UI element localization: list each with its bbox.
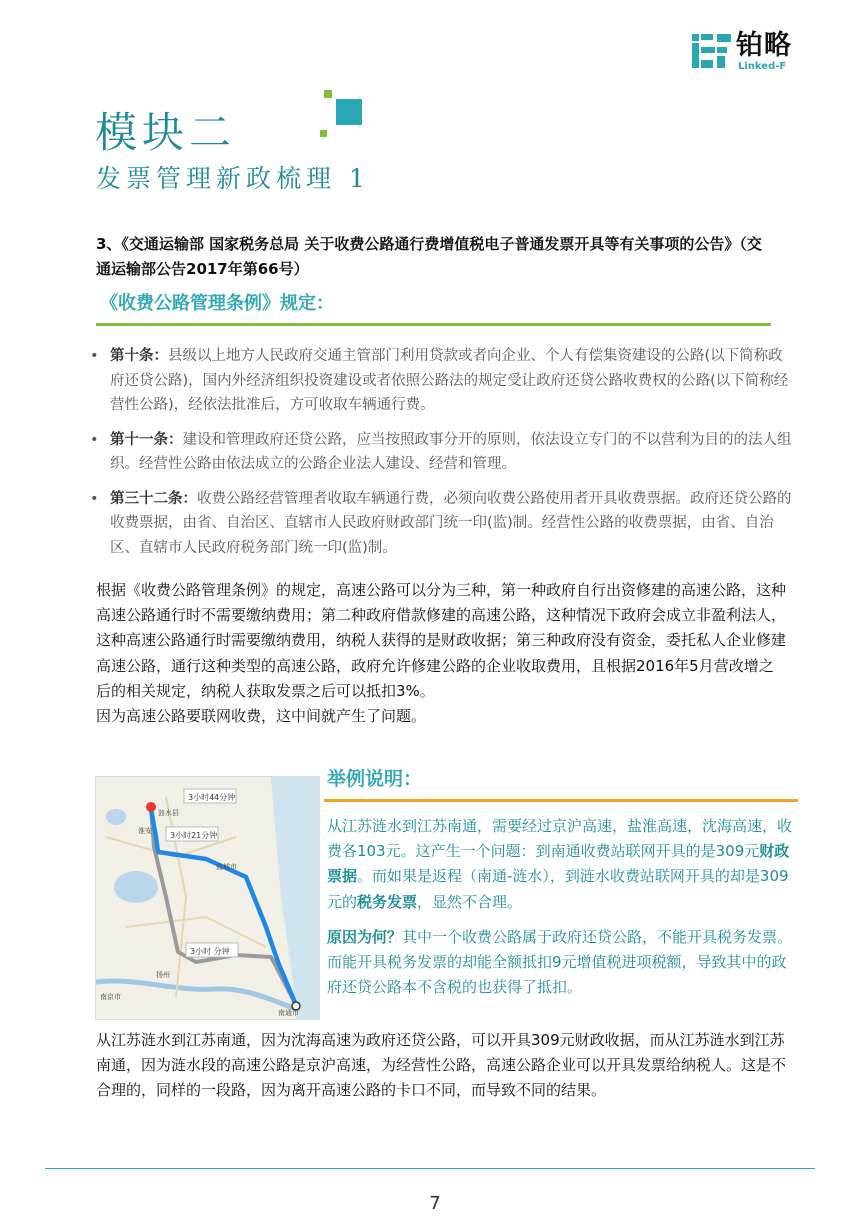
example-text-span: ，显然不合理。 (417, 892, 523, 911)
example-paragraph (327, 925, 797, 1001)
decor-square-large (336, 99, 362, 125)
place-label: 南京市 (100, 993, 121, 1001)
footer-divider (45, 1168, 815, 1169)
example-text-span: 。而如果是返程（南通-涟水），到涟水收费站联网开具的却是309元的 (327, 867, 789, 911)
bullet-icon: • (90, 348, 99, 364)
route-time-label: 3小时44分钟 (188, 793, 236, 802)
example-divider (324, 799, 798, 802)
route-map-graphic (96, 777, 319, 1019)
article-text: 县级以上地方人民政府交通主管部门利用贷款或者向企业、个人有偿集资建设的公路(以下简称政府还贷公路)，国内外经济组织投资建设或者依照公路法的规定受让政府还贷公路收费权的公路(以下简称经营性公路)，经依法批准后，方可收取车辆通行费。 (110, 348, 789, 413)
article-label: 第十一条： (110, 431, 183, 448)
regulation-item (90, 487, 795, 561)
brand-subtitle: Linked-F (738, 61, 787, 72)
route-time-label: 3小时 分钟 (190, 947, 230, 956)
decor-square-small (324, 90, 332, 98)
emphasis-text: 原因为何？ (327, 927, 403, 946)
article-text: 建设和管理政府还贷公路，应当按照政事分开的原则，依法设立专门的不以营利为目的的法人组织。经营性公路由依法成立的公路企业法人建设、经营和管理。 (110, 431, 792, 472)
decor-square-tiny (320, 130, 327, 137)
regulation-item (90, 344, 795, 418)
module-title: 模块二 (95, 108, 237, 157)
brand-name: 铂略 (736, 30, 792, 61)
example-body (327, 814, 797, 1010)
example-text-span: 从江苏涟水到江苏南通，需要经过京沪高速，盐淮高速，沈海高速，收费各103元。这产生一个问题：到南通收费站联网开具的是309元 (327, 817, 793, 861)
module-subtitle: 发票管理新政梳理 1 (96, 164, 370, 193)
regulation-list (90, 344, 795, 570)
route-time-label: 3小时21分钟 (170, 831, 218, 840)
article-text: 收费公路经营管理者收取车辆通行费，必须向收费公路使用者开具收费票据。政府还贷公路的收费票据，由省、自治区、直辖市人民政府财政部门统一印(监)制。经营性公路的收费票据，由省、自治区、直辖市人民政府税务部门统一印(监)制。 (110, 490, 792, 556)
notice-title: 3、《交通运输部 国家税务总局 关于收费公路通行费增值税电子普通发票开具等有关事项的公告》（交通运输部公告2017年第66号） (96, 235, 762, 278)
place-label: 淮安 (138, 827, 152, 835)
place-label: 涟水县 (158, 809, 179, 817)
article-label: 第三十二条： (110, 490, 197, 507)
analysis-text (96, 578, 786, 729)
regulation-divider (96, 323, 771, 326)
bullet-icon: • (90, 490, 99, 507)
place-label: 南通市 (278, 1009, 299, 1017)
article-label: 第十条： (110, 348, 168, 364)
regulation-item (90, 428, 795, 477)
emphasis-text: 财政票据 (327, 842, 790, 886)
place-label: 扬州 (156, 971, 170, 979)
example-paragraph (327, 814, 797, 915)
brand-mark-icon (692, 32, 732, 70)
analysis-paragraph: 根据《收费公路管理条例》的规定，高速公路可以分为三种，第一种政府自行出资修建的高速公路，这种高速公路通行时不需要缴纳费用；第二种政府借款修建的高速公路，这种情况下政府会成立非盈利法人，这种高速公路通行时需要缴纳费用，纳税人获得的是财政收据；第三种政府没有资金，委托私人企业修建高速公路，通行这种类型的高速公路，政府允许修建公路的企业收取费用，且根据2016年5月营改增之后的相关规定，纳税人获取发票之后可以抵扣3%。 (96, 581, 787, 700)
conclusion-text: 从江苏涟水到江苏南通，因为沈海高速为政府还贷公路，可以开具309元财政收据，而从江苏涟水到江苏南通，因为涟水段的高速公路是京沪高速，为经营性公路，高速公路企业可以开具发票给纳税人。这是不合理的，同样的一段路，因为离开高速公路的卡口不同，而导致不同的结果。 (96, 1031, 787, 1100)
analysis-paragraph: 因为高速公路要联网收费，这中间就产生了问题。 (96, 707, 427, 726)
example-text-span: 其中一个收费公路属于政府还贷公路，不能开具税务发票。而能开具税务发票的却能全额抵扣9元增值税进项税额，导致其中的政府还贷公路本不含税的也获得了抵扣。 (327, 927, 793, 997)
place-label: 盐城市 (216, 863, 237, 871)
route-map (95, 776, 320, 1020)
emphasis-text: 税务发票 (357, 892, 418, 911)
page-number: 7 (429, 1193, 441, 1214)
bullet-icon: • (90, 431, 99, 448)
regulation-heading: 《收费公路管理条例》规定： (100, 293, 334, 314)
brand-logo (692, 30, 822, 76)
example-heading: 举例说明： (327, 768, 423, 790)
